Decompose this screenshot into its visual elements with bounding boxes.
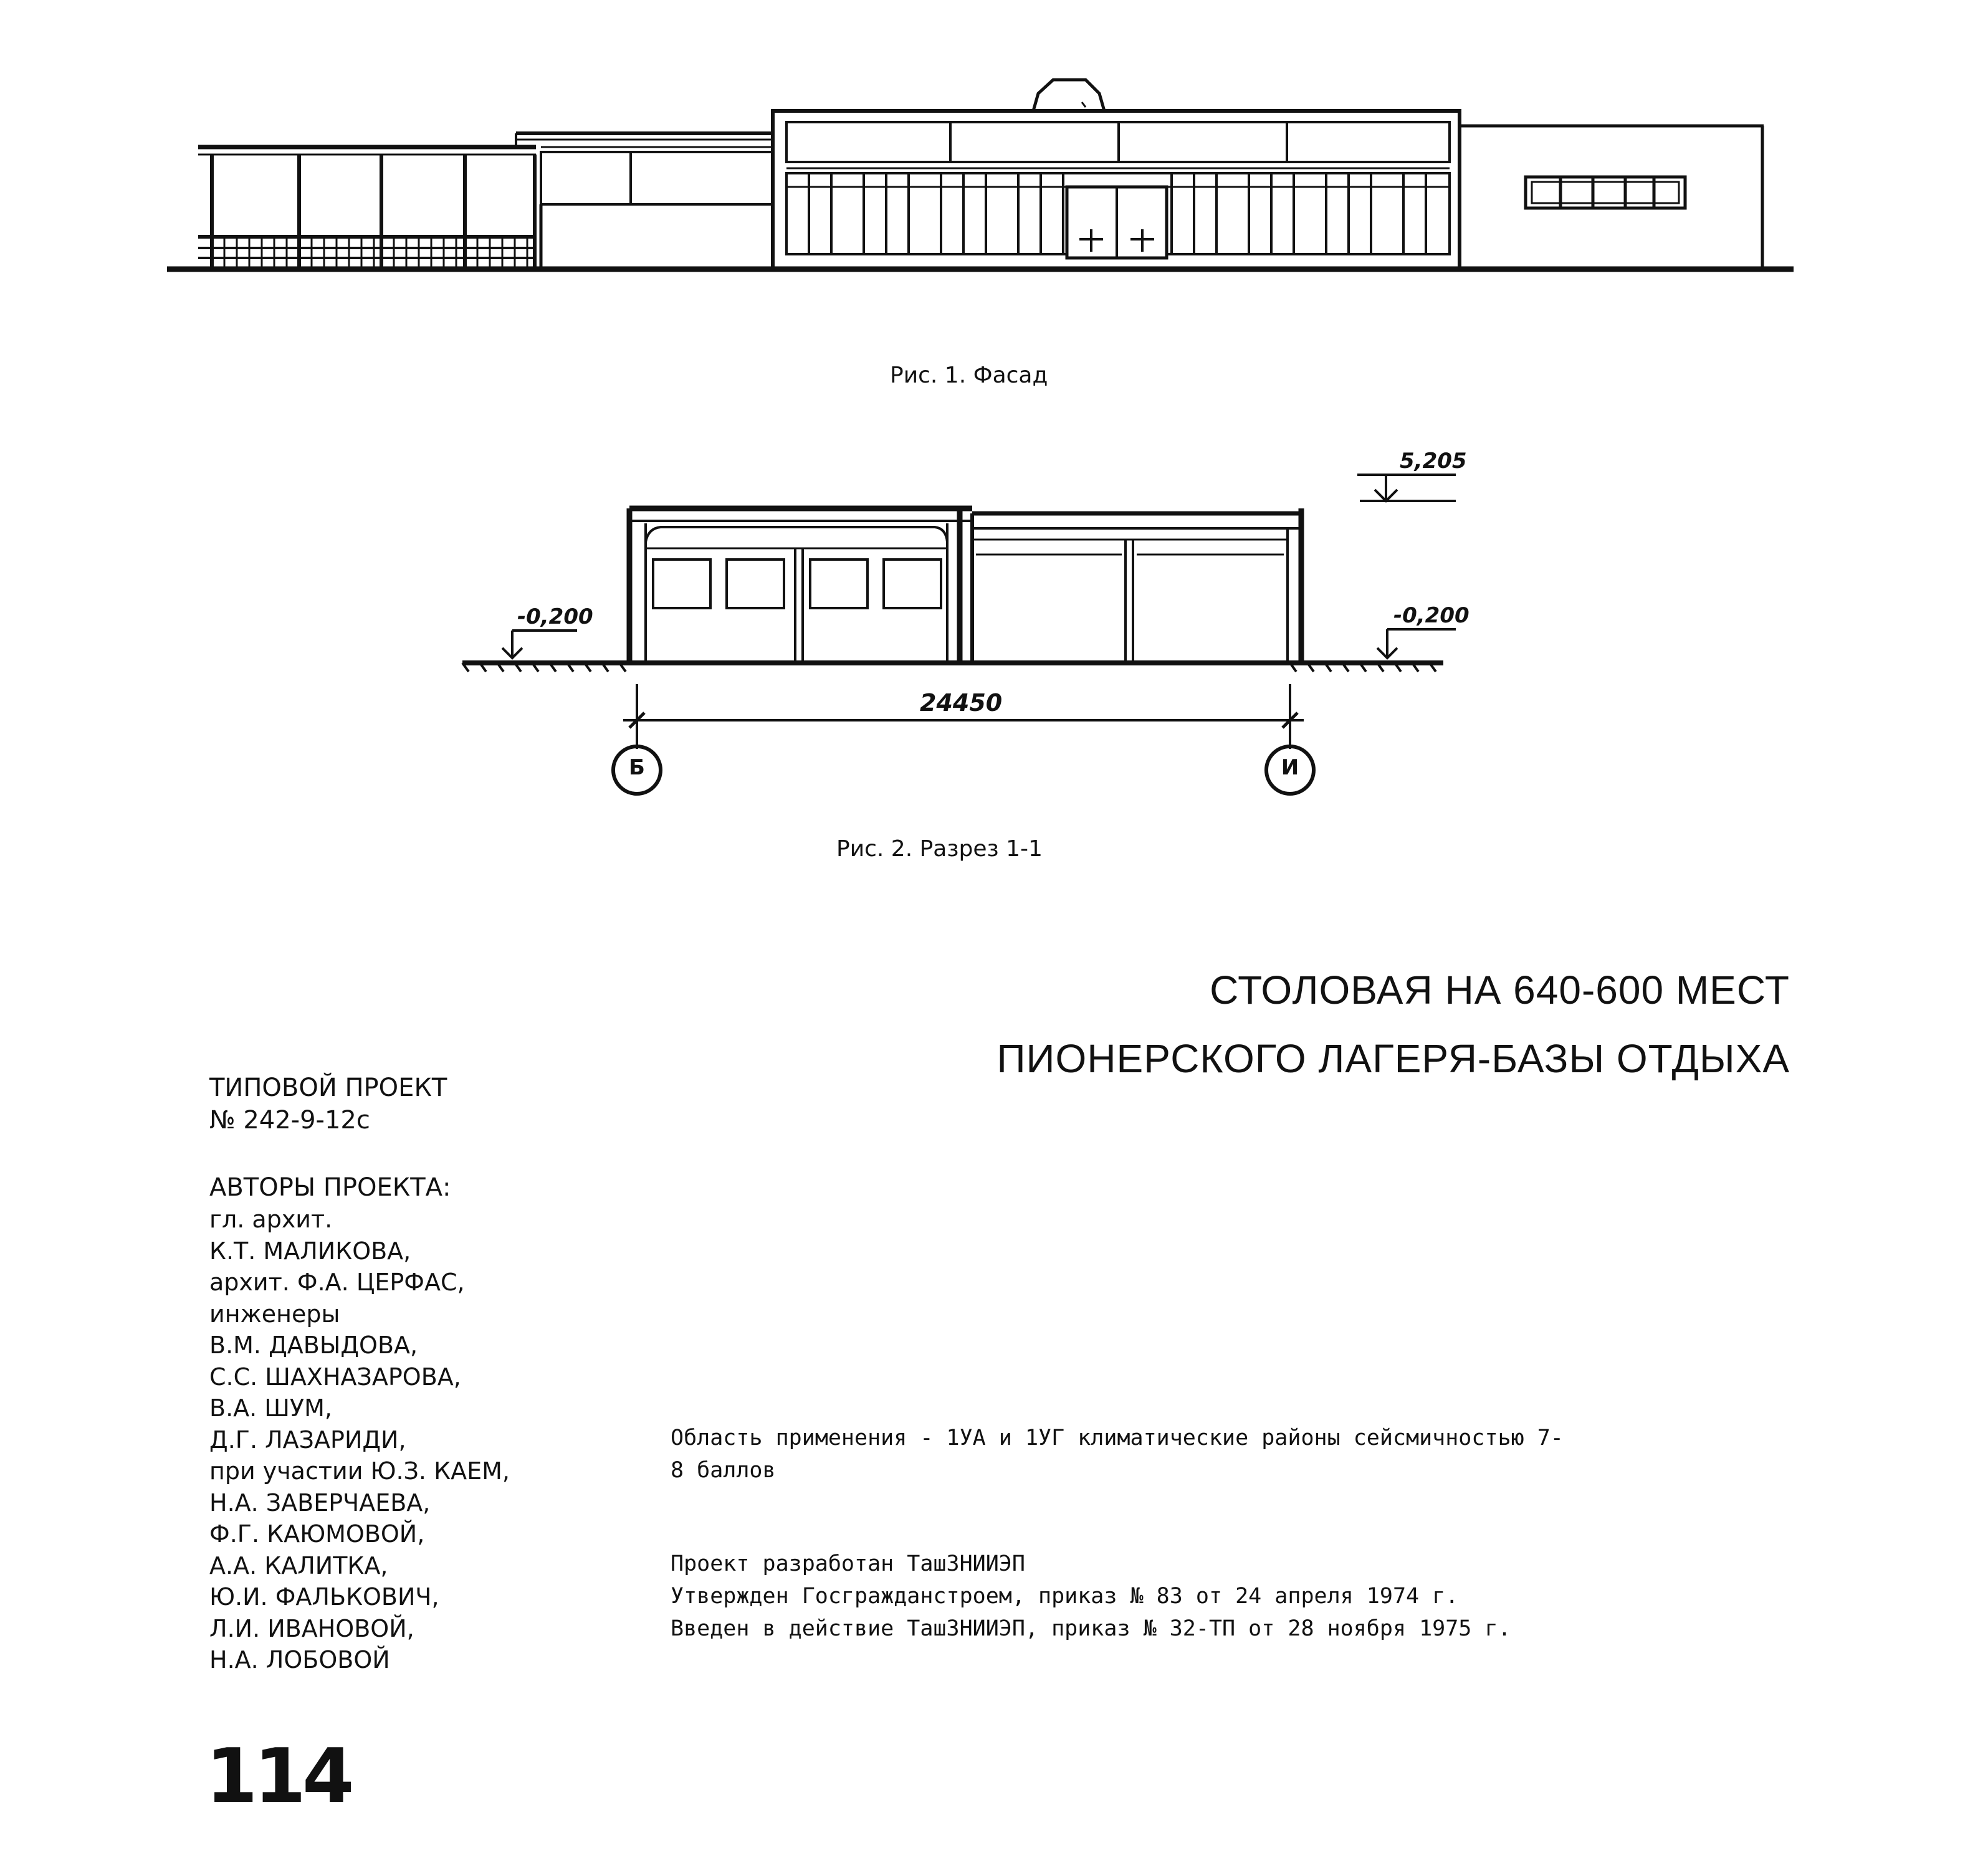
elevation-left-label: -0,200 [517, 604, 593, 629]
author-line: инженеры [209, 1300, 340, 1328]
project-block [209, 1072, 447, 1136]
elevation-mark-left [502, 631, 577, 658]
author-line: Ф.Г. КАЮМОВОЙ, [209, 1520, 425, 1548]
author-line: архит. Ф.А. ЦЕРФАС, [209, 1269, 465, 1296]
author-line: Ю.И. ФАЛЬКОВИЧ, [209, 1583, 439, 1611]
author-line: А.А. КАЛИТКА, [209, 1551, 388, 1579]
introduced-text: Введен в действие ТашЗНИИЭП, приказ № 32-ТП от 28 ноября 1975 г. [671, 1616, 1511, 1641]
application-area [671, 1422, 1568, 1487]
approved-text: Утвержден Госгражданстроем, приказ № 83 от 24 апреля 1974 г. [671, 1584, 1459, 1609]
figure1-caption: Рис. 1. Фасад [890, 363, 1048, 388]
elevation-right-label: -0,200 [1393, 603, 1469, 628]
figure2-caption: Рис. 2. Разрез 1-1 [836, 836, 1043, 862]
developed-text: Проект разработан ТашЗНИИЭП [671, 1551, 1025, 1576]
section-right-hall [972, 508, 1302, 663]
project-number: № 242-9-12с [209, 1106, 370, 1135]
project-label: ТИПОВОЙ ПРОЕКТ [209, 1074, 447, 1102]
title-line-1: СТОЛОВАЯ НА 640-600 МЕСТ [1210, 968, 1790, 1012]
title-line-2: ПИОНЕРСКОГО ЛАГЕРЯ-БАЗЫ ОТДЫХА [996, 1036, 1790, 1081]
elevation-top-label: 5,205 [1400, 449, 1467, 474]
axis-label-right: И [1281, 755, 1299, 780]
authors-list [209, 1204, 510, 1676]
author-line: Д.Г. ЛАЗАРИДИ, [209, 1426, 406, 1454]
author-line: С.С. ШАХНАЗАРОВА, [209, 1363, 461, 1391]
author-line: К.Т. МАЛИКОВА, [209, 1237, 411, 1265]
page-number: 114 [206, 1733, 351, 1820]
author-line: Н.А. ЗАВЕРЧАЕВА, [209, 1488, 431, 1517]
document-title [997, 956, 1790, 1093]
approval-info [671, 1548, 1568, 1645]
dimension-label: 24450 [920, 689, 1003, 717]
author-line: гл. архит. [209, 1206, 333, 1233]
author-line: В.М. ДАВЫДОВА, [209, 1331, 418, 1359]
author-line: Л.И. ИВАНОВОЙ, [209, 1614, 414, 1642]
axis-label-left: Б [629, 755, 645, 780]
author-line: Н.А. ЛОБОВОЙ [209, 1646, 390, 1674]
author-line: при участии Ю.З. КАЕМ, [209, 1457, 510, 1485]
section-left-hall [629, 508, 972, 663]
authors-heading: АВТОРЫ ПРОЕКТА: [209, 1173, 451, 1202]
elevation-mark-right [1377, 629, 1456, 658]
section-ground [462, 663, 1443, 672]
application-text: Область применения - 1УА и 1УГ климатические районы сейсмичностью 7-8 баллов [671, 1426, 1564, 1483]
elevation-mark-top [1357, 475, 1456, 501]
author-line: В.А. ШУМ, [209, 1394, 332, 1422]
